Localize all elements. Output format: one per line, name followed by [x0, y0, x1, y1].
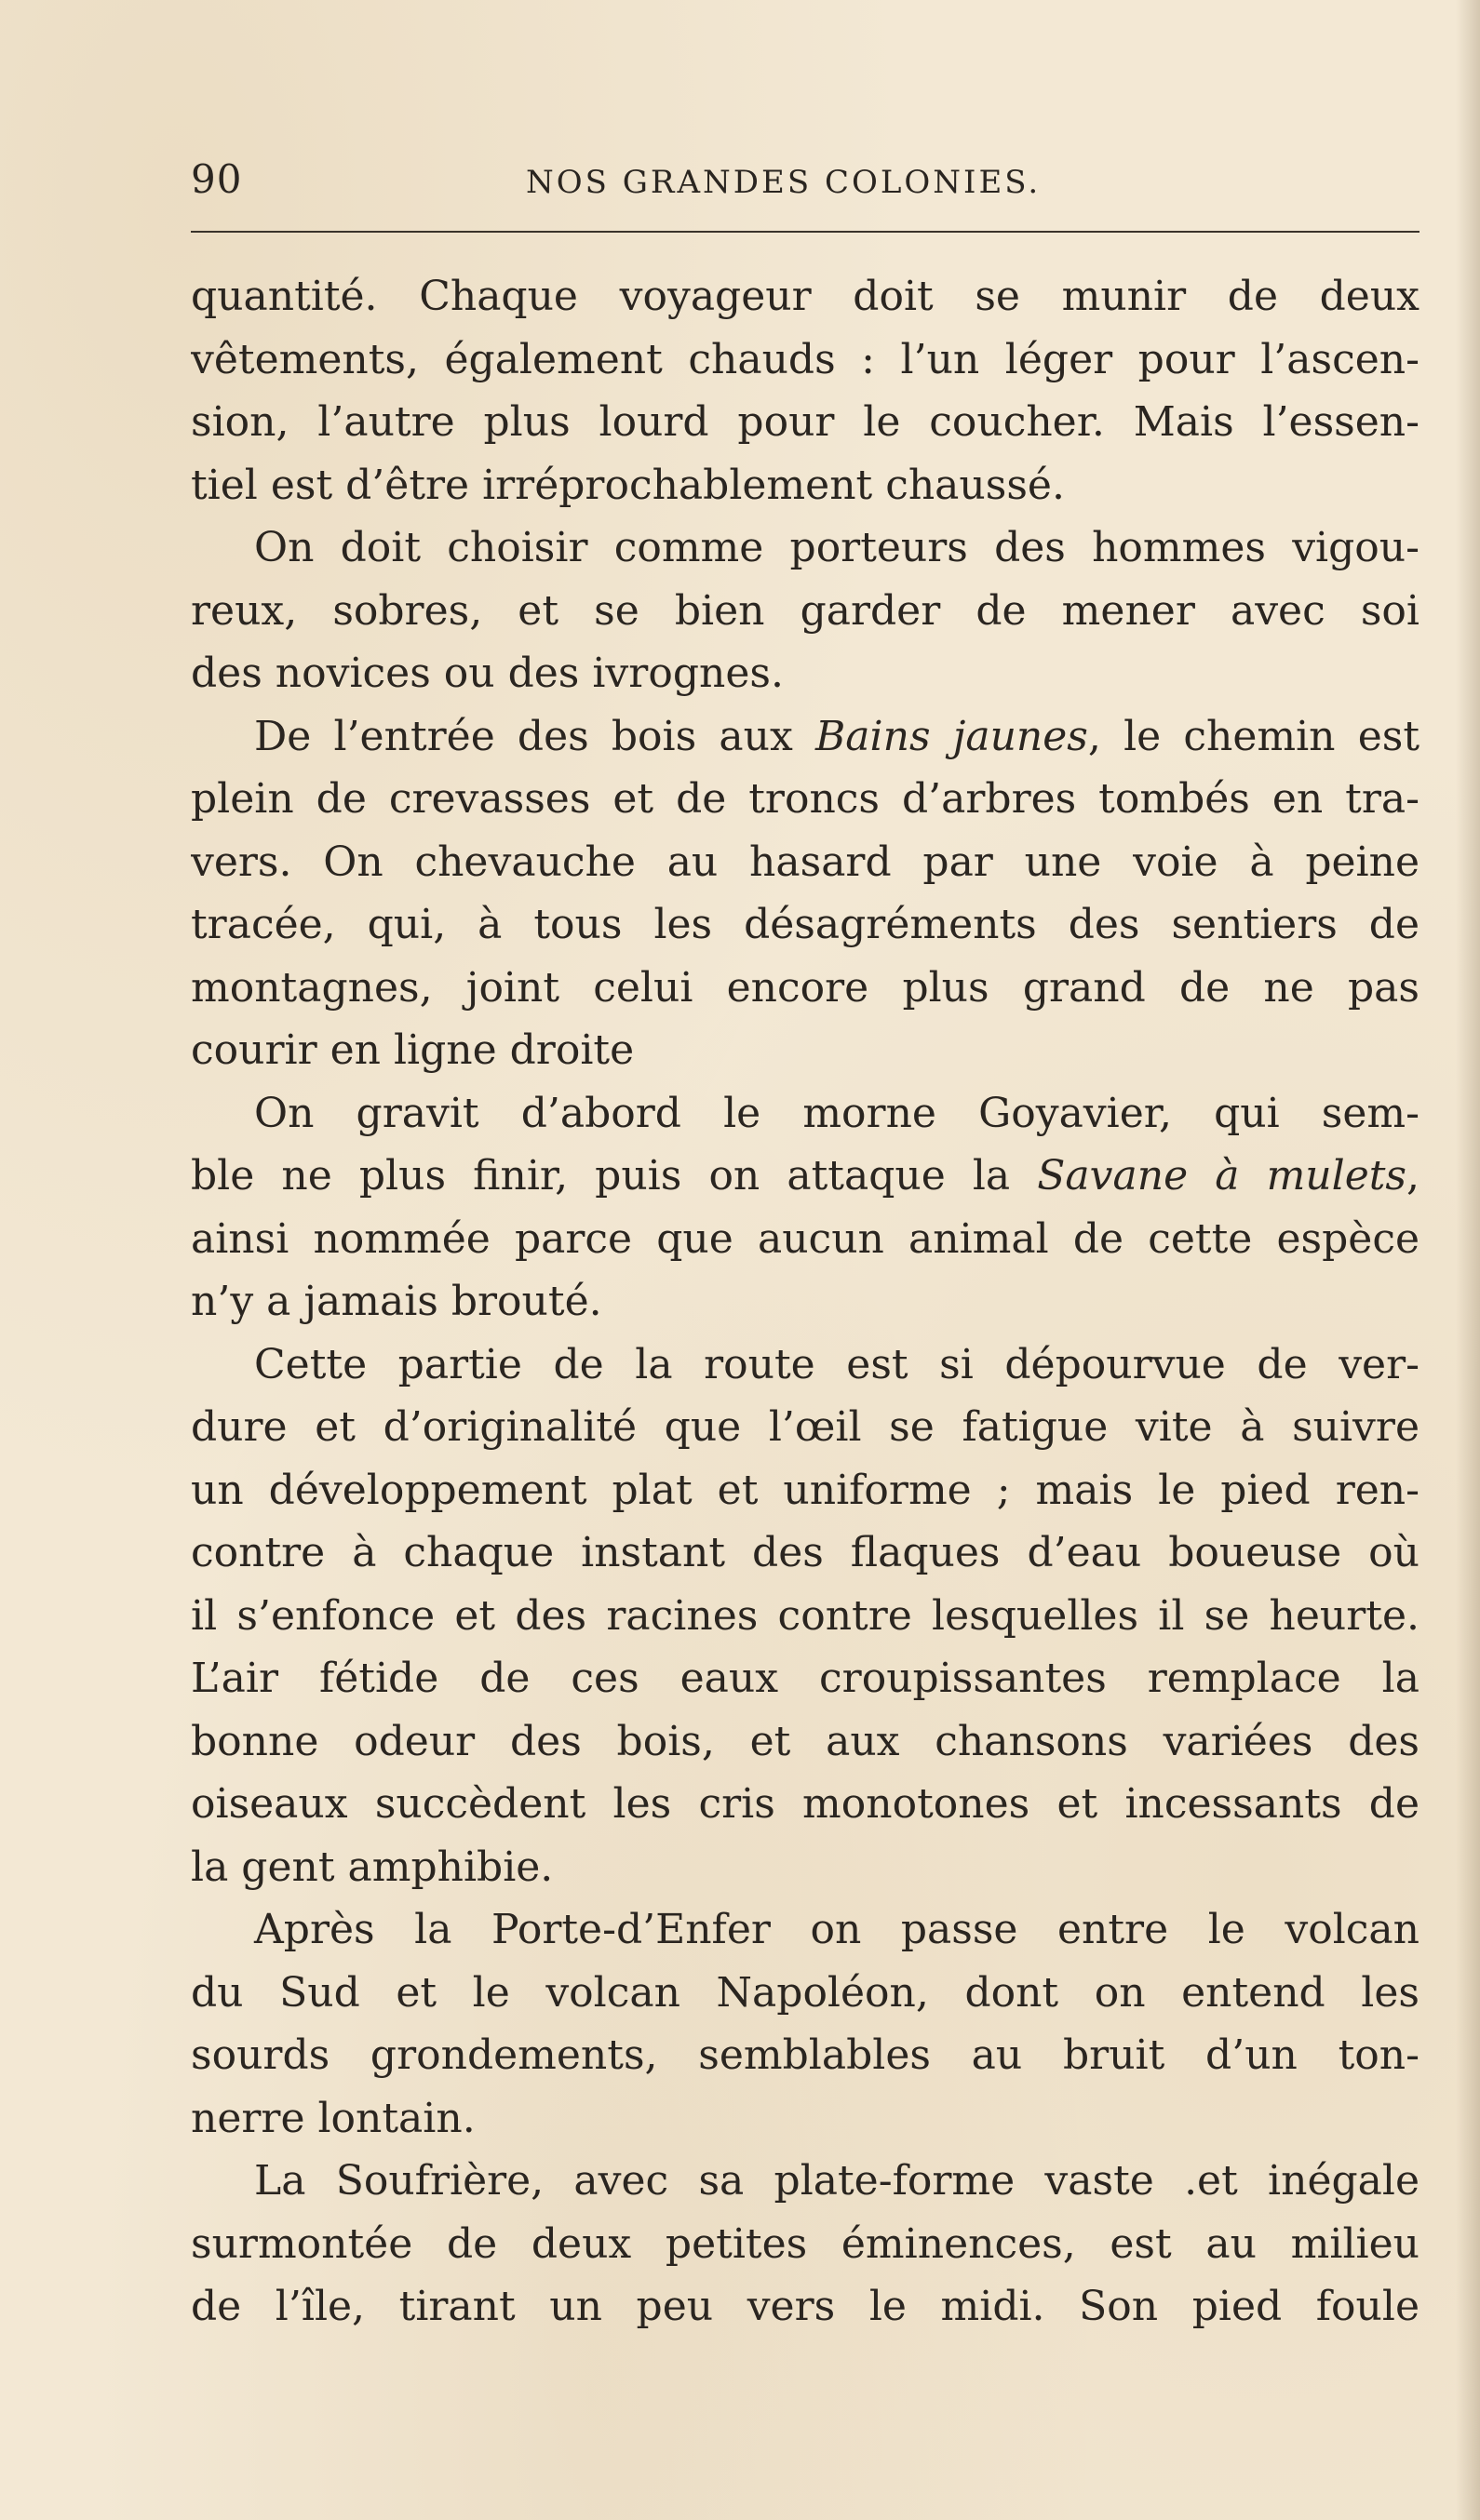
- text-line: il s’enfonce et des racines contre lesquelles il se heurte.: [191, 1591, 1419, 1640]
- text-line: quantité. Chaque voyageur doit se munir de deux: [191, 273, 1419, 320]
- text-line: ble ne plus finir, puis on attaque la Savane à mulets,: [191, 1152, 1419, 1200]
- text-line: montagnes, joint celui encore plus grand de ne pas: [191, 963, 1419, 1012]
- text-line: On gravit d’abord le morne Goyavier, qui sem-: [254, 1089, 1419, 1137]
- text-line: De l’entrée des bois aux Bains jaunes, le chemin est: [254, 712, 1419, 760]
- text-line: des novices ou des ivrognes.: [191, 650, 784, 697]
- text-line: dure et d’originalité que l’œil se fatigue vite à suivre: [191, 1403, 1419, 1451]
- text-line: tiel est d’être irréprochablement chaussé.: [191, 461, 1065, 509]
- text-line: On doit choisir comme porteurs des hommes vigou-: [254, 524, 1419, 571]
- text-line: tracée, qui, à tous les désagréments des sentiers de: [191, 901, 1419, 948]
- text-line: reux, sobres, et se bien garder de mener avec soi: [191, 586, 1419, 635]
- text-line: surmontée de deux petites éminences, est au milieu: [191, 2219, 1419, 2268]
- text-line: n’y a jamais brouté.: [191, 1278, 602, 1325]
- page-edge-shadow: [1456, 0, 1480, 2520]
- text-line: ainsi nommée parce que aucun animal de cette espèce: [191, 1214, 1419, 1263]
- text-line: sourds grondements, semblables au bruit d’un ton-: [191, 2031, 1419, 2079]
- text-line: contre à chaque instant des flaques d’eau boueuse où: [191, 1529, 1419, 1576]
- text-line: du Sud et le volcan Napoléon, dont on entend les: [191, 1968, 1419, 2017]
- text-line: plein de crevasses et de troncs d’arbres tombés en tra-: [191, 775, 1419, 823]
- text-line: L’air fétide de ces eaux croupissantes remplace la: [191, 1655, 1419, 1702]
- header-rule: [191, 231, 1419, 233]
- text-line: vers. On chevauche au hasard par une voie à peine: [191, 838, 1419, 886]
- text-line: oiseaux succèdent les cris monotones et incessants de: [191, 1780, 1419, 1828]
- text-line: courir en ligne droite: [191, 1026, 635, 1074]
- text-line: bonne odeur des bois, et aux chansons variées des: [191, 1717, 1419, 1765]
- text-line: vêtements, également chauds : l’un léger pour l’ascen-: [191, 335, 1419, 383]
- text-line: Après la Porte-d’Enfer on passe entre le volcan: [254, 1906, 1419, 1953]
- text-line: sion, l’autre plus lourd pour le coucher. Mais l’essen-: [191, 398, 1419, 446]
- text-line: La Soufrière, avec sa plate-forme vaste .et inégale: [254, 2157, 1419, 2205]
- text-line: Cette partie de la route est si dépourvue de ver-: [254, 1340, 1419, 1388]
- text-line: de l’île, tirant un peu vers le midi. Son pied foule: [191, 2283, 1419, 2330]
- body-text: [191, 265, 1419, 2339]
- page-number: 90: [191, 156, 243, 202]
- running-title: NOS GRANDES COLONIES.: [526, 164, 1042, 201]
- text-line: nerre lontain.: [191, 2094, 476, 2142]
- text-line: un développement plat et uniforme ; mais le pied ren-: [191, 1466, 1419, 1514]
- page-header: [191, 156, 1419, 212]
- text-line: la gent amphibie.: [191, 1843, 554, 1891]
